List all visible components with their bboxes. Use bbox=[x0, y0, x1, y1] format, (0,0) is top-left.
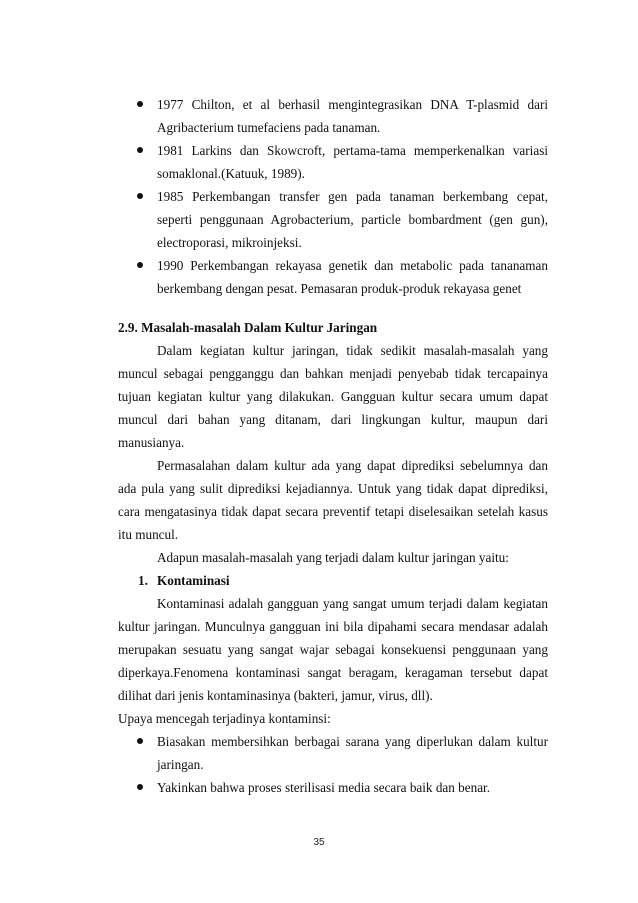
history-bullet-list bbox=[118, 93, 548, 300]
list-item: Yakinkan bahwa proses sterilisasi media secara baik dan benar. bbox=[118, 776, 548, 799]
list-item: 1981 Larkins dan Skowcroft, pertama-tama memperkenalkan variasi somaklonal.(Katuuk, 1989). bbox=[118, 139, 548, 185]
section-heading: 2.9. Masalah-masalah Dalam Kultur Jaringan bbox=[118, 320, 378, 335]
list-item: 1990 Perkembangan rekayasa genetik dan metabolic pada tananaman berkembang dengan pesat. Pemasaran produk-produk rekayasa genet bbox=[118, 254, 548, 300]
list-item: 1985 Perkembangan transfer gen pada tanaman berkembang cepat, seperti penggunaan Agrobacterium, particle bombardment (gen gun), electroporasi, mikroinjeksi. bbox=[118, 185, 548, 254]
list-item: 1977 Chilton, et al berhasil mengintegrasikan DNA T-plasmid dari Agribacterium tumefaciens pada tanaman. bbox=[118, 93, 548, 139]
page-number: 35 bbox=[313, 837, 325, 848]
paragraph: Adapun masalah-masalah yang terjadi dalam kultur jaringan yaitu: bbox=[157, 550, 509, 565]
prevention-intro: Upaya mencegah terjadinya kontaminsi: bbox=[118, 711, 331, 726]
subsection-heading bbox=[118, 569, 548, 592]
subsection-title: Kontaminasi bbox=[157, 573, 230, 588]
section-body bbox=[118, 316, 548, 799]
subsection-number: 1. bbox=[138, 573, 148, 588]
paragraph: Permasalahan dalam kultur ada yang dapat diprediksi sebelumnya dan ada pula yang sulit diprediksi kejadiannya. Untuk yang tidak dapat diprediksi, cara mengatasinya tidak dapat secara preventif tetapi diselesaikan setelah kasus itu muncul. bbox=[118, 458, 548, 542]
paragraph: Dalam kegiatan kultur jaringan, tidak sedikit masalah-masalah yang muncul sebagai pengganggu dan bahkan menjadi penyebab tidak tercapainya tujuan kegiatan kultur yang dilakukan. Gangguan kultur secara umum dapat muncul dari bahan yang ditanam, dari lingkungan kultur, maupun dari manusianya. bbox=[118, 343, 548, 450]
paragraph: Kontaminasi adalah gangguan yang sangat umum terjadi dalam kegiatan kultur jaringan. Munculnya gangguan ini bila dipahami secara mendasar adalah merupakan sesuatu yang sangat wajar sebagai konsekuensi penggunaan yang diperkaya.Fenomena kontaminasi sangat beragam, keragaman tersebut dapat dilihat dari jenis kontaminasinya (bakteri, jamur, virus, dll). bbox=[118, 596, 548, 703]
prevention-bullet-list bbox=[118, 730, 548, 799]
list-item: Biasakan membersihkan berbagai sarana yang diperlukan dalam kultur jaringan. bbox=[118, 730, 548, 776]
